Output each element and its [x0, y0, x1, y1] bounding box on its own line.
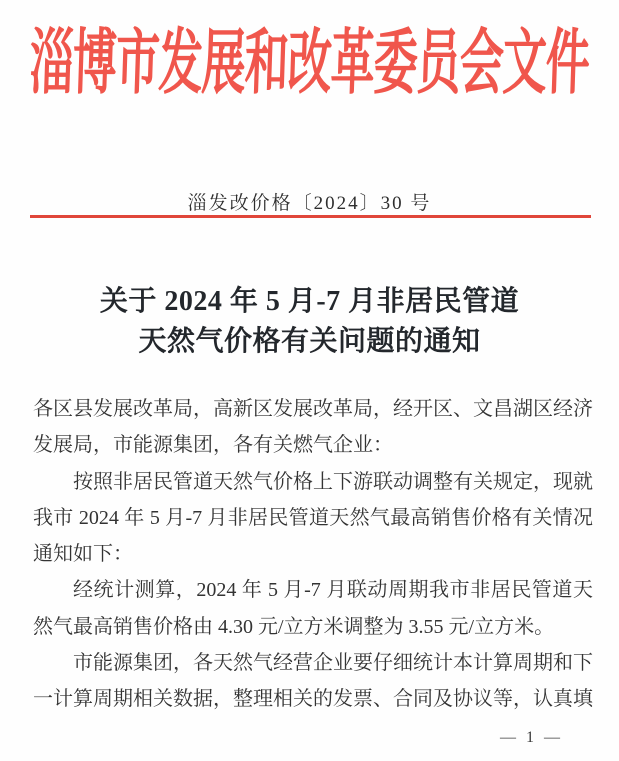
document-title	[0, 282, 619, 362]
red-divider-line	[30, 215, 591, 218]
document-title-line1: 关于 2024 年 5 月-7 月非居民管道	[99, 286, 520, 317]
agency-title: 淄博市发展和改革委员会文件	[28, 23, 591, 103]
document-title-line2: 天然气价格有关问题的通知	[138, 326, 481, 357]
document-body	[33, 391, 593, 718]
salutation-paragraph: 各区县发展改革局，高新区发展改革局，经开区、文昌湖区经济发展局，市能源集团，各有关燃气企业：	[33, 398, 593, 457]
document-number: 淄发改价格〔2024〕30 号	[187, 193, 432, 214]
body-paragraph-2: 经统计测算，2024 年 5 月-7 月联动周期我市非居民管道天然气最高销售价格由 4.30 元/立方米调整为 3.55 元/立方米。	[33, 579, 593, 638]
body-paragraph-3: 市能源集团，各天然气经营企业要仔细统计本计算周期和下一计算周期相关数据，整理相关的发票、合同及协议等，认真填	[33, 652, 593, 711]
page-number: — 1 —	[500, 729, 563, 746]
body-paragraph-1: 按照非居民管道天然气价格上下游联动调整有关规定，现就我市 2024 年 5 月-7 月非居民管道天然气最高销售价格有关情况通知如下：	[33, 470, 593, 566]
red-letterhead	[0, 8, 619, 104]
